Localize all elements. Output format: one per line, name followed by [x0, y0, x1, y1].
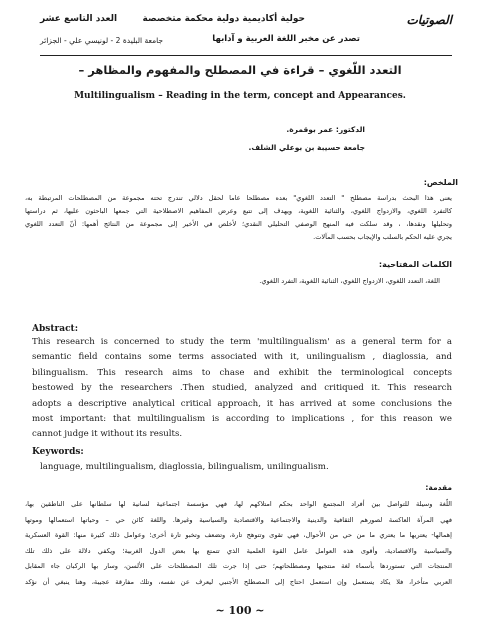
english-abstract-heading: Abstract:	[32, 324, 79, 334]
issue-number: العدد التاسع عشر	[40, 14, 118, 24]
arabic-keywords-heading: الكلمات المفتاحية:	[378, 260, 452, 269]
introduction-heading: مقدمة:	[425, 483, 452, 492]
journal-subtitle: حولية أكاديمية دولية محكمة متخصصة	[142, 14, 305, 24]
university-line: جامعة البليدة 2 - لونيسي علي - الجزائر	[40, 36, 164, 45]
english-abstract-line: most important: that multilingualism is according to implications , for this reason we	[32, 414, 452, 425]
arabic-abstract-heading: الملخص:	[423, 178, 458, 187]
author-name: الدكتور: عمر بوقمرة.	[286, 125, 365, 134]
article-title-english: Multilingualism – Reading in the term, concept and Appearances.	[74, 91, 406, 101]
english-keywords: language, multilingualism, diaglossia, bilingualism, unilingualism.	[40, 462, 329, 472]
introduction-line: العربي متأخرا، فلا يكاد يستعمل وإن استعمل احتاج إلى المصطلح الأجنبي ليعرف عن نفسه، وتلك مفارقة عجيبة، وهنا ينبغي أن نؤكد	[25, 577, 452, 586]
english-abstract-line: This research is concerned to study the term 'multilingualism' as a general term for a	[32, 337, 452, 347]
page-number: ~ 100 ~	[215, 604, 265, 617]
article-title-arabic: التعدد اللّغوي – قراءة في المصطلح والمفهوم والمظاهر –	[78, 63, 402, 77]
arabic-abstract-line: يعنى هذا البحث بدراسة مصطلح " التعدد اللغوي" بعده مصطلحا عاما لحقل دلالي تندرج تحته مجموعة من المصطلحات المرتبطة به،	[25, 194, 452, 202]
english-abstract-line: adopts a descriptive analytical critical approach, it has arrived at some conclusions the	[32, 398, 452, 409]
english-abstract-line: bestowed by the researchers .Then studied, analyzed and critiqued it. This research	[32, 383, 452, 394]
introduction-line: فهي المرآة العاكسة لصورهم الثقافية والدينية والاجتماعية والاقتصادية والسياسية وغيرها. واللغة كائن حي – وحياتها استعمالها وموتها	[25, 515, 452, 524]
arabic-abstract-line: كالتفرد اللغوي، والازدواج اللغوي، والثنائية اللغوية، ويهدف إلى تتبع وعرض المفاهيم الاصطلاحية التي جمعها الباحثون عليها، ثم دراستها	[25, 207, 452, 215]
english-abstract-line: bilingualism. This research aims to chase and exhibit the terminological concepts	[32, 367, 452, 378]
author-affiliation: جامعة حسيبة بن بوعلي الشلف.	[248, 143, 365, 152]
english-keywords-heading: Keywords:	[32, 447, 84, 457]
arabic-abstract-body	[25, 192, 452, 244]
english-abstract-body	[32, 335, 452, 443]
publisher-line: تصدر عن مخبر اللغة العربية و آدابها	[212, 34, 360, 44]
introduction-line: اللّغة وسيلة للتواصل بين أفراد المجتمع الواحد بحكم امتلاكهم لها، فهي مؤسسة اجتماعية لسانية لها سلطانها على الناطقين بها،	[25, 500, 452, 508]
arabic-abstract-line: وتحليلها ونقدها، ، وقد سلكت فيه المنهج الوصفي التحليلي النقدي؛ لأخلص في الأخير إلى مجموعة من النتائج أهمها: أنّ التعدد اللغوي	[25, 220, 452, 228]
introduction-line: والسياسية والاقتصادية، وأقوى هذه العوامل عامل القوة العلمية الذي تتمتع بها بعض الدول الغربية؛ ويكفي دلالة على ذلك تلك	[25, 546, 452, 555]
header-divider	[40, 55, 452, 56]
english-abstract-line: cannot judge it without its results.	[32, 429, 183, 440]
english-abstract-line: semantic field contains some terms associated with it, unilingualism , diaglossia, and	[32, 352, 452, 363]
introduction-line: المنتجات التي تستوردها بأسماء لغة منتجيها ومصطلحاتهم؛ حتى إذا جرت تلك المصطلحات على الألسن، وسار بها الركبان جاء المقابل	[25, 562, 452, 571]
introduction-body	[25, 497, 452, 591]
journal-logo: الصوتيات	[406, 13, 452, 27]
introduction-line: إهمالها- يعتريها ما يعتري ما من حي من الأحوال، فهي تقوى وتتوهج تارة، وتضعف وتخبو تارة أخرى؛ وعوامل ذلك كثيرة منها: القوة العسكرية	[25, 531, 452, 540]
arabic-abstract-line: يجري عليه الحكم بالسلب والإيجاب بحسب المآلات.	[313, 233, 452, 241]
arabic-keywords: اللغة، التعدد اللغوي، الازدواج اللغوي، الثنائية اللغوية، التفرد اللغوي.	[259, 277, 440, 285]
